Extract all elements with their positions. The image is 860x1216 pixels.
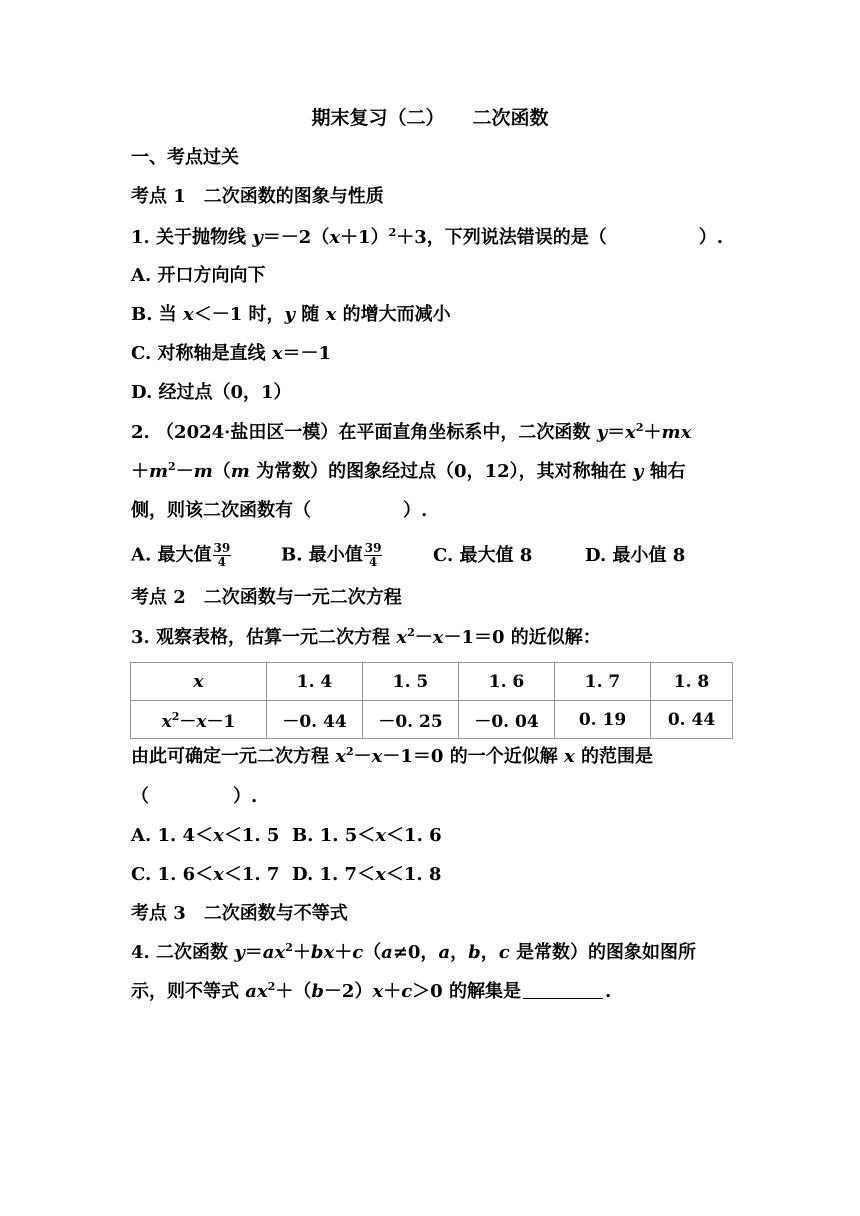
question-3-blank-line: （ ）. xyxy=(131,786,258,807)
table-head-x: x xyxy=(131,663,267,701)
q3-option-a: A. 1. 4＜x＜1. 5 xyxy=(131,825,280,846)
q1-option-a: A. 开口方向向下 xyxy=(131,265,266,286)
title-right: 二次函数 xyxy=(472,107,549,129)
kaodian-1-heading: 考点 1 二次函数的图象与性质 xyxy=(131,186,384,207)
question-4-line-2: 示，则不等式 $ax^2+(b-2)x+c>0$ 的解集是 . xyxy=(131,980,612,1002)
table-cell: 0. 44 xyxy=(651,701,733,739)
q3-options-cd xyxy=(131,863,441,887)
table-cell: 1. 6 xyxy=(459,663,555,701)
q2-option-b: B. 最小值 $\frac{39}{4}$ xyxy=(281,541,382,569)
q1-option-c: C. 对称轴是直线 x＝－1 xyxy=(131,343,332,364)
table-cell: 1. 5 xyxy=(363,663,459,701)
question-1: 1. 关于抛物线 $y=-2(x+1)^2+3$，下列说法错误的是（ ）. xyxy=(131,226,724,248)
kaodian-2-heading: 考点 2 二次函数与一元二次方程 xyxy=(131,587,402,608)
q2-option-a: A. 最大值 $\frac{39}{4}$ xyxy=(131,541,231,569)
q3-options-ab xyxy=(131,824,442,848)
q3-option-c: C. 1. 6＜x＜1. 7 xyxy=(131,864,280,885)
q2-option-c: C. 最大值 8 xyxy=(433,544,533,566)
table-cell: －0. 25 xyxy=(363,701,459,739)
question-2-line-2: $+m^2-m(m$ 为常数）的图象经过点（0，12），其对称轴在 y 轴右 xyxy=(131,460,686,482)
title-left: 期末复习（二） xyxy=(311,107,445,129)
table-row xyxy=(131,701,733,739)
question-3-followup: 由此可确定一元二次方程 $x^2-x-1=0$ 的一个近似解 x 的范围是 xyxy=(131,745,653,767)
q2-option-d: D. 最小值 8 xyxy=(585,544,686,566)
table-row xyxy=(131,663,733,701)
q3-option-b: B. 1. 5＜x＜1. 6 xyxy=(291,825,442,846)
table-cell: －0. 04 xyxy=(459,701,555,739)
answer-blank[interactable] xyxy=(523,980,603,999)
q1-option-b: B. 当 x＜－1 时，y 随 x 的增大而减小 xyxy=(131,304,451,325)
page-title xyxy=(0,106,860,130)
question-3: 3. 观察表格，估算一元二次方程 $x^2-x-1=0$ 的近似解： xyxy=(131,626,601,648)
q3-option-d: D. 1. 7＜x＜1. 8 xyxy=(292,864,442,885)
value-table xyxy=(130,662,733,739)
section-heading: 一、考点过关 xyxy=(131,147,239,168)
q2-options xyxy=(131,542,685,569)
table-cell: 0. 19 xyxy=(555,701,651,739)
question-2-line-3: 侧，则该二次函数有（ ）. xyxy=(131,500,428,521)
table-cell: －0. 44 xyxy=(267,701,363,739)
kaodian-3-heading: 考点 3 二次函数与不等式 xyxy=(131,903,348,924)
question-4-line-1: 4. 二次函数 $y=ax^2+bx+c(a\ne 0$，a，b，c 是常数）的图象如图所 xyxy=(131,941,696,963)
table-cell: 1. 7 xyxy=(555,663,651,701)
question-2-line-1: 2. （2024·盐田区一模）在平面直角坐标系中，二次函数 $y=x^2+mx$ xyxy=(131,421,692,443)
table-head-expression: $x^2-x-1$ xyxy=(131,701,267,739)
q1-option-d: D. 经过点（0，1） xyxy=(131,382,292,403)
table-cell: 1. 4 xyxy=(267,663,363,701)
table-cell: 1. 8 xyxy=(651,663,733,701)
